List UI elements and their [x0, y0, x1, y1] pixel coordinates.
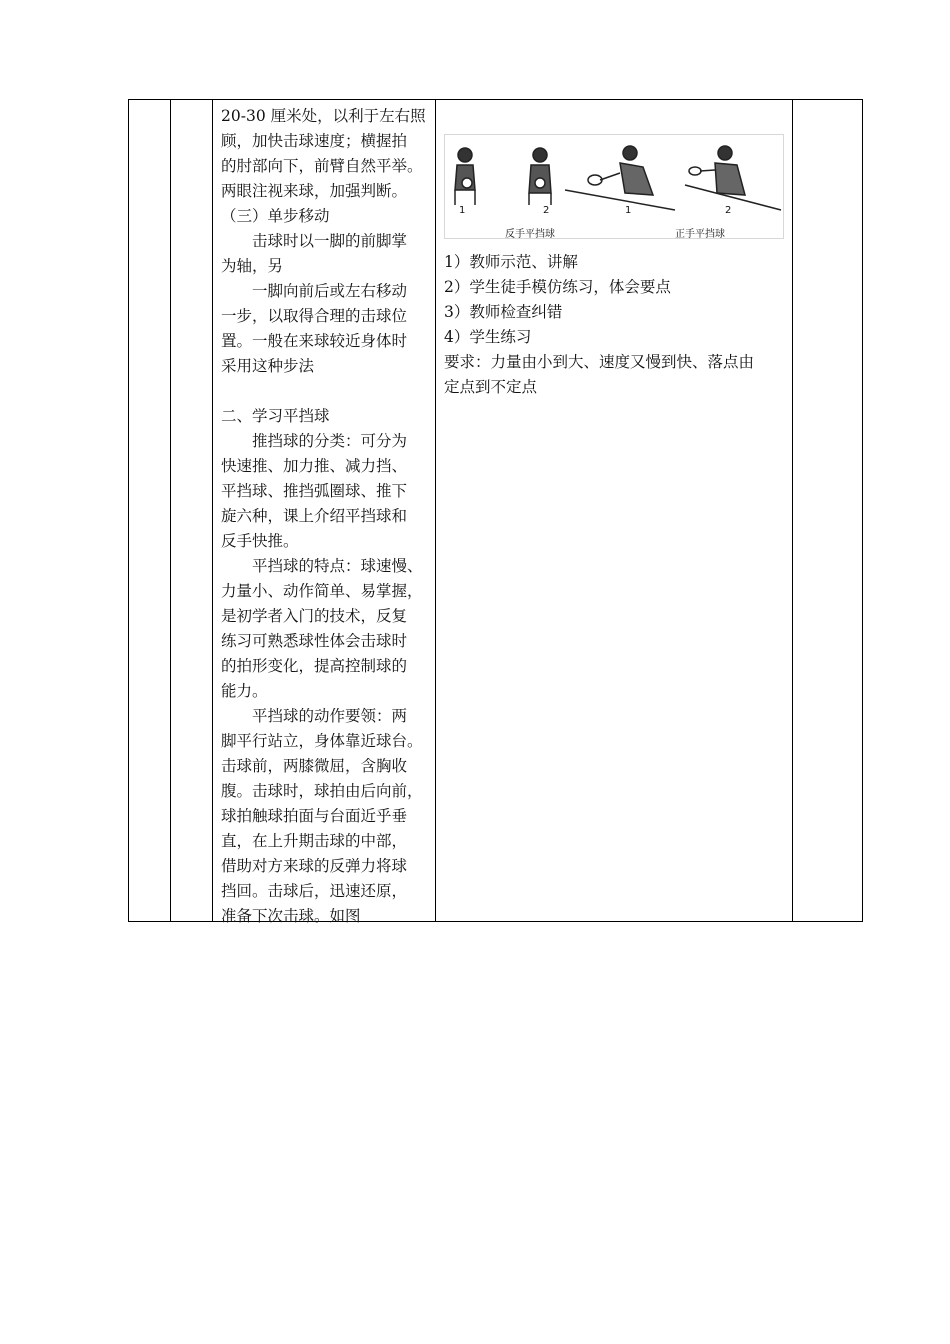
requirement-text: 要求：力量由小到大、速度又慢到快、落点由: [444, 353, 755, 371]
method-step: 4）学生练习: [444, 328, 532, 346]
content-line: 反手快推。: [221, 532, 299, 550]
content-line: 击球时以一脚的前脚掌: [252, 232, 408, 250]
content-line: 球拍触球拍面与台面近乎垂: [221, 807, 408, 825]
section-heading: （三）单步移动: [221, 207, 330, 225]
lesson-plan-table: [128, 99, 863, 925]
content-line: 旋六种，课上介绍平挡球和: [221, 507, 408, 525]
content-line: 采用这种步法: [221, 357, 315, 375]
content-line: 置。一般在来球较近身体时: [221, 332, 408, 350]
figure-number: 1: [625, 205, 632, 216]
content-line: 两眼注视来球，加强判断。: [221, 182, 408, 200]
column-divider: [170, 100, 171, 921]
content-line: 的肘部向下，前臂自然平举。: [221, 157, 423, 175]
content-line: 挡回。击球后，迅速还原，: [221, 882, 408, 900]
content-line: 击球前，两膝微屈，含胸收: [221, 757, 408, 775]
player-illustration: [445, 135, 783, 238]
content-line: 准备下次击球。如图: [221, 907, 361, 925]
content-line: 的拍形变化，提高控制球的: [221, 657, 408, 675]
content-line: 脚平行站立，身体靠近球台。: [221, 732, 423, 750]
figure-number: 2: [725, 205, 732, 216]
figure-number: 2: [543, 205, 550, 216]
method-step: 1）教师示范、讲解: [444, 253, 578, 271]
figure-caption-right: 正手平挡球: [675, 229, 725, 240]
content-line: 顾，加快击球速度；横握拍: [221, 132, 408, 150]
teaching-method-column: [444, 250, 794, 400]
content-line: 推挡球的分类：可分为: [252, 432, 408, 450]
column-divider: [212, 100, 213, 921]
content-line: 能力。: [221, 682, 268, 700]
content-line: 20-30 厘米处，以利于左右照: [221, 107, 426, 125]
content-line: 为轴，另: [221, 257, 284, 275]
column-divider: [435, 100, 436, 921]
section-heading: 二、学习平挡球: [221, 407, 330, 425]
content-line: 一脚向前后或左右移动: [252, 282, 408, 300]
method-step: 2）学生徒手模仿练习，体会要点: [444, 278, 671, 296]
content-line: 借助对方来球的反弹力将球: [221, 857, 408, 875]
content-line: 平挡球的动作要领：两: [252, 707, 408, 725]
requirement-text: 定点到不定点: [444, 378, 538, 396]
content-line: 平挡球、推挡弧圈球、推下: [221, 482, 408, 500]
content-line: 一步，以取得合理的击球位: [221, 307, 408, 325]
content-line: 力量小、动作简单、易掌握，: [221, 582, 423, 600]
content-line: 直，在上升期击球的中部，: [221, 832, 408, 850]
content-line: 练习可熟悉球性体会击球时: [221, 632, 408, 650]
column-divider: [792, 100, 793, 921]
content-line: 腹。击球时，球拍由后向前，: [221, 782, 423, 800]
table-tennis-figure: [444, 134, 784, 239]
teaching-content-column: [221, 104, 433, 929]
content-line: 快速推、加力推、减力挡、: [221, 457, 408, 475]
figure-number: 1: [459, 205, 466, 216]
method-step: 3）教师检查纠错: [444, 303, 563, 321]
figure-caption-left: 反手平挡球: [505, 229, 555, 240]
content-line: 平挡球的特点：球速慢、: [252, 557, 423, 575]
content-line: 是初学者入门的技术，反复: [221, 607, 408, 625]
